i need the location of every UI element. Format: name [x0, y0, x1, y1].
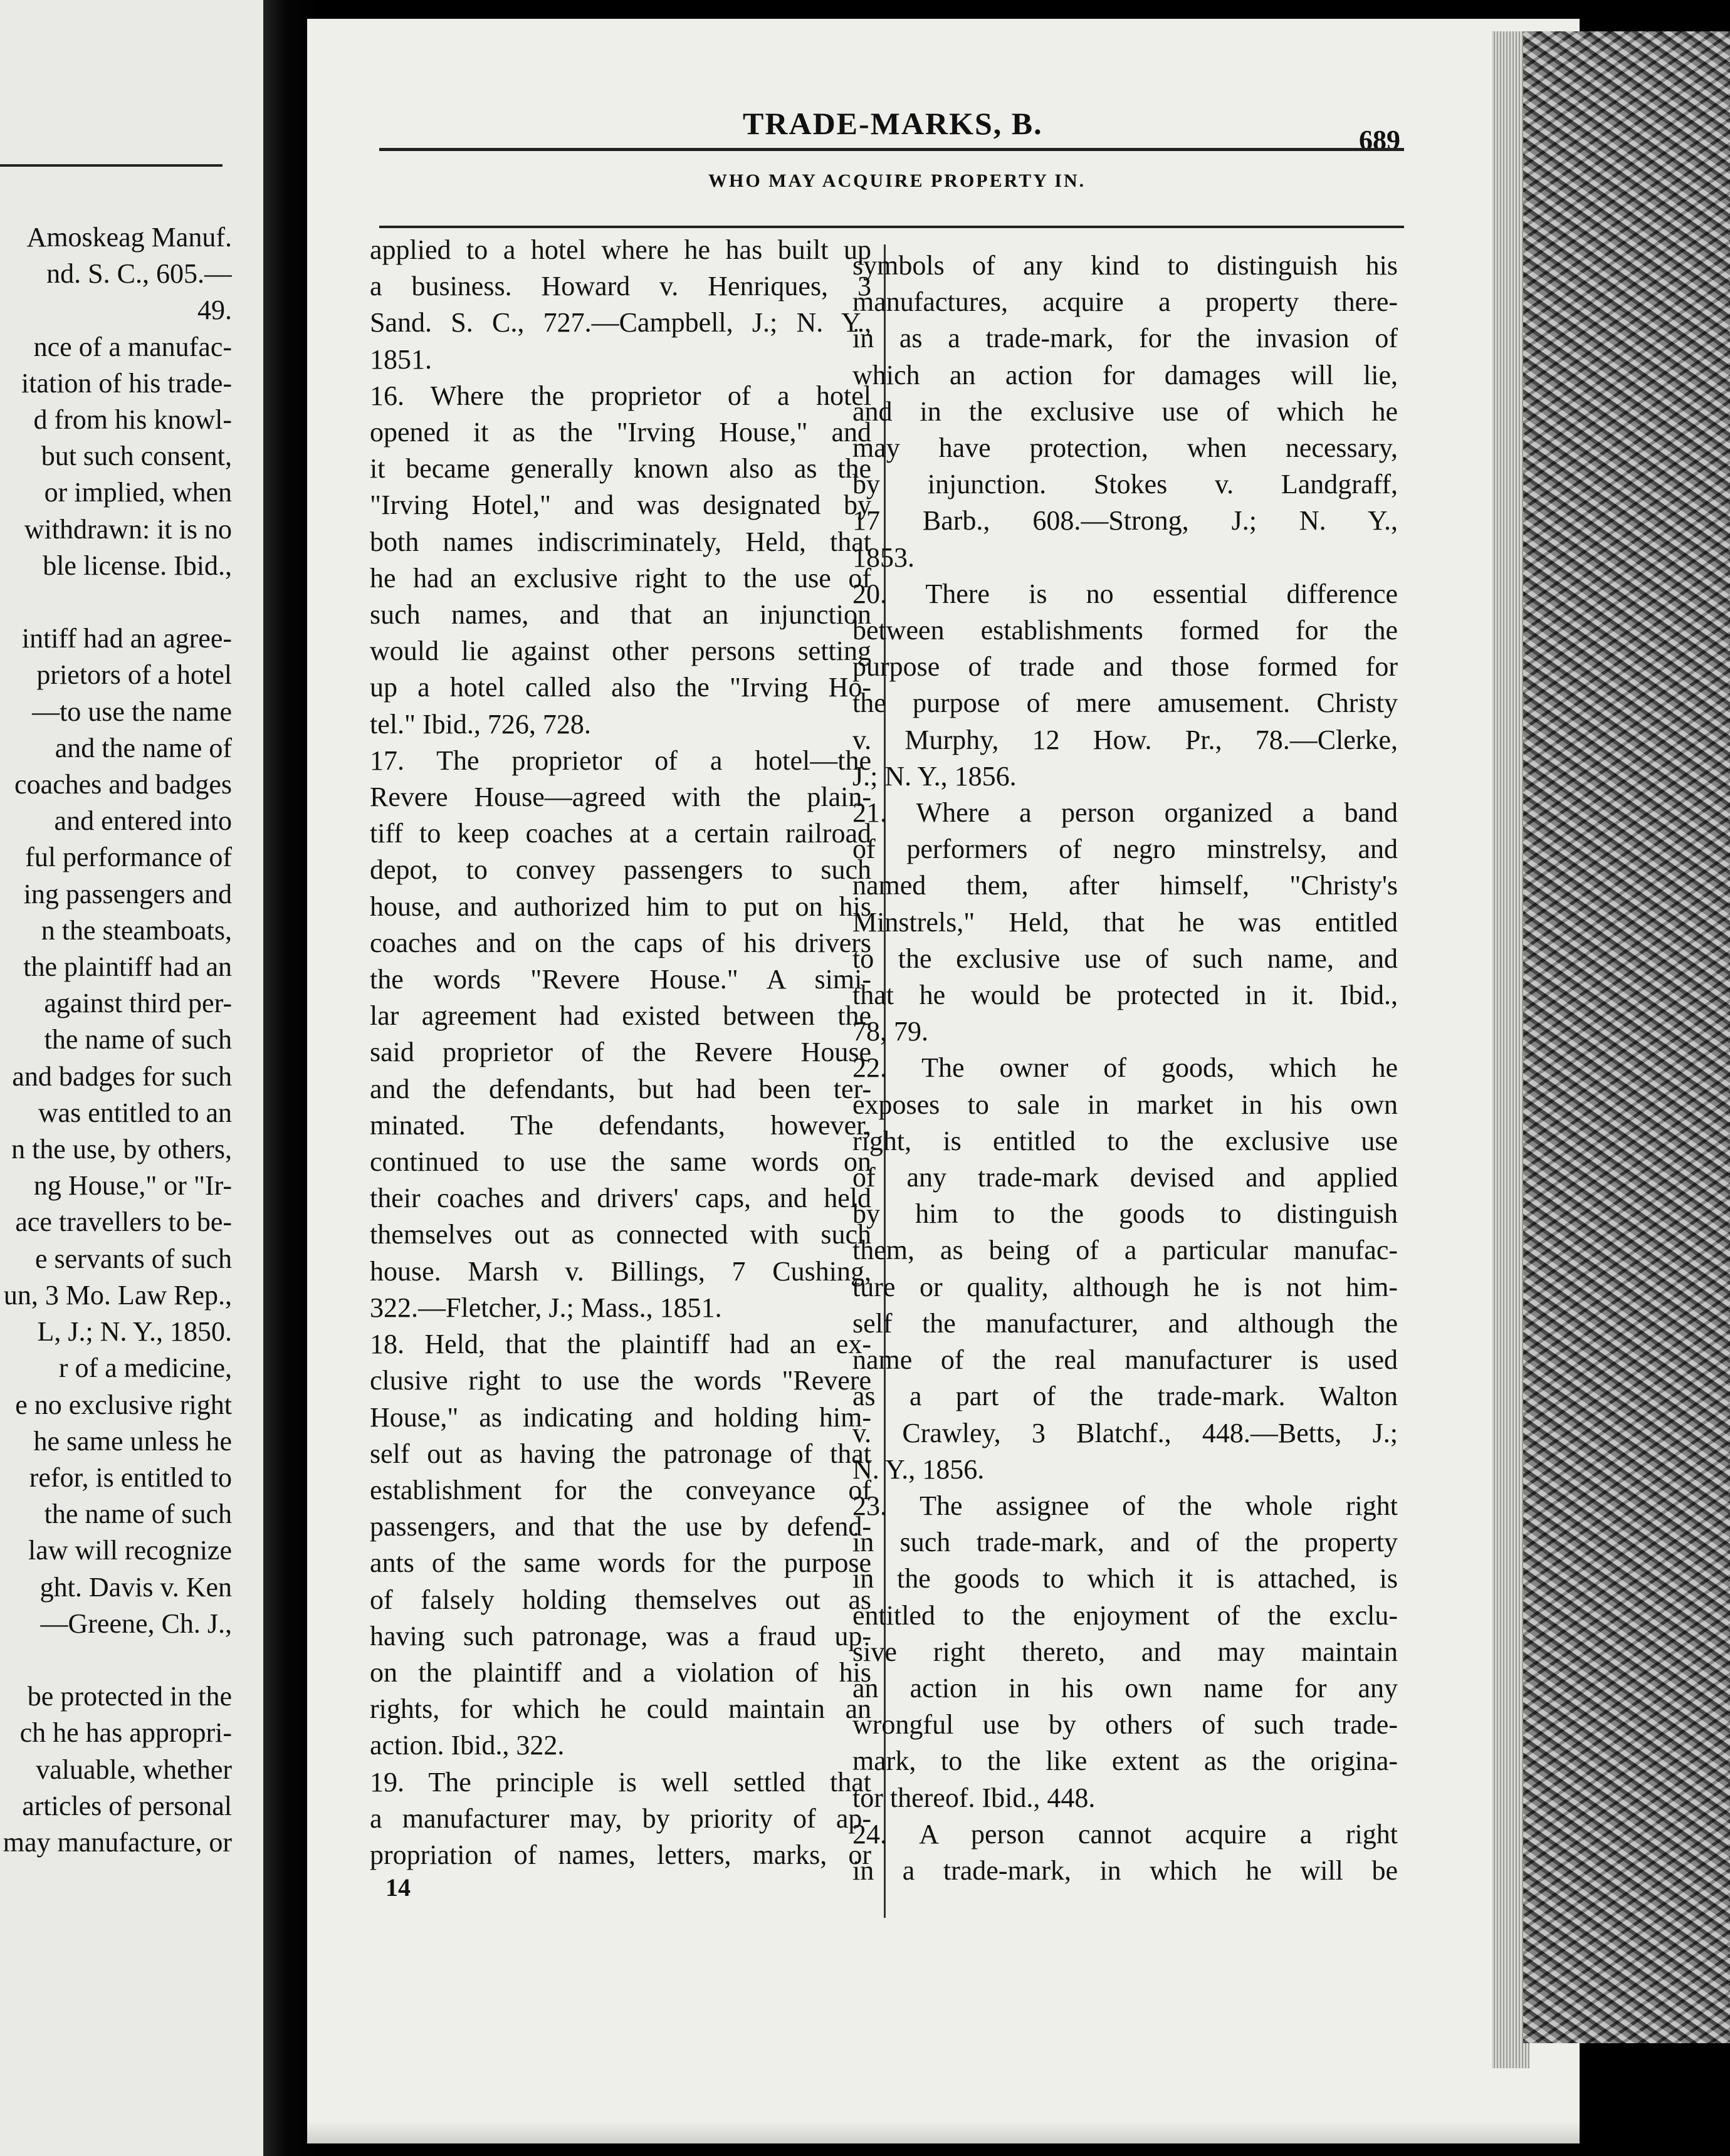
- subhead-rule: [379, 226, 1404, 228]
- text-line: mark, to the like extent as the origina-: [852, 1745, 1398, 1777]
- facing-page-line: [0, 1642, 232, 1678]
- text-line: entitled to the enjoyment of the exclu-: [852, 1599, 1398, 1631]
- text-line: clusive right to use the words "Revere: [370, 1365, 871, 1396]
- signature-mark: 14: [385, 1873, 411, 1902]
- text-line: up a hotel called also the "Irving Ho-: [370, 672, 871, 703]
- text-line: house, and authorized him to put on his: [370, 891, 871, 922]
- right-text-column: [852, 248, 1398, 1889]
- text-line: their coaches and drivers' caps, and held: [370, 1183, 871, 1214]
- facing-page-line: the name of such: [44, 1024, 232, 1055]
- text-line: 1851.: [370, 343, 432, 375]
- facing-page-line: itation of his trade-: [21, 367, 232, 399]
- text-line: of any trade-mark devised and applied: [852, 1162, 1398, 1193]
- text-line: 17. The proprietor of a hotel—the: [370, 745, 871, 776]
- text-line: Revere House—agreed with the plain-: [370, 782, 871, 813]
- text-line: he had an exclusive right to the use of: [370, 562, 871, 594]
- text-line: that he would be protected in it. Ibid.,: [852, 980, 1398, 1011]
- facing-page-line: may manufacture, or: [3, 1826, 232, 1858]
- text-line: sive right thereto, and may maintain: [852, 1636, 1398, 1667]
- text-line: action. Ibid., 322.: [370, 1730, 565, 1761]
- facing-page-line: he same unless he: [33, 1425, 232, 1457]
- facing-page-line: n the use, by others,: [11, 1134, 232, 1165]
- facing-page-line: ng House," or "Ir-: [33, 1170, 232, 1201]
- text-line: tel." Ibid., 726, 728.: [370, 708, 591, 740]
- text-line: said proprietor of the Revere House: [370, 1037, 871, 1068]
- text-line: a manufacturer may, by priority of ap-: [370, 1803, 871, 1834]
- text-line: 17 Barb., 608.—Strong, J.; N. Y.,: [852, 505, 1398, 536]
- text-line: coaches and on the caps of his drivers: [370, 927, 871, 958]
- text-line: of performers of negro minstrelsy, and: [852, 834, 1398, 865]
- text-line: 21. Where a person organized a band: [852, 797, 1398, 829]
- text-line: 23. The assignee of the whole right: [852, 1490, 1398, 1521]
- text-line: House," as indicating and holding him-: [370, 1401, 871, 1433]
- text-line: 1853.: [852, 542, 915, 573]
- text-line: symbols of any kind to distinguish his: [852, 250, 1398, 281]
- facing-page-line: un, 3 Mo. Law Rep.,: [3, 1279, 232, 1311]
- text-line: 78, 79.: [852, 1016, 928, 1047]
- facing-page-line: e servants of such: [34, 1243, 232, 1274]
- facing-page-line: ble license. Ibid.,: [43, 550, 232, 581]
- facing-page-line: nd. S. C., 605.—: [46, 258, 232, 290]
- facing-page-line: against third per-: [44, 988, 232, 1019]
- text-line: establishment for the conveyance of: [370, 1474, 871, 1505]
- text-line: by injunction. Stokes v. Landgraff,: [852, 469, 1398, 500]
- text-line: Sand. S. C., 727.—Campbell, J.; N. Y.,: [370, 307, 871, 338]
- text-line: house. Marsh v. Billings, 7 Cushing,: [370, 1255, 871, 1287]
- text-line: an action in his own name for any: [852, 1672, 1398, 1703]
- text-line: 24. A person cannot acquire a right: [852, 1818, 1398, 1850]
- text-line: 18. Held, that the plaintiff had an ex-: [370, 1329, 871, 1360]
- facing-page-line: n the steamboats,: [41, 914, 232, 946]
- text-line: J.; N. Y., 1856.: [852, 760, 1017, 792]
- text-line: to the exclusive use of such name, and: [852, 943, 1398, 974]
- facing-page-line: ing passengers and: [23, 878, 232, 909]
- text-line: themselves out as connected with such: [370, 1219, 871, 1250]
- text-line: which an action for damages will lie,: [852, 359, 1398, 390]
- text-line: manufactures, acquire a property there-: [852, 286, 1398, 318]
- text-line: ture or quality, although he is not him-: [852, 1271, 1398, 1302]
- text-line: rights, for which he could maintain an: [370, 1693, 871, 1725]
- facing-page-line: r of a medicine,: [58, 1353, 232, 1384]
- text-line: the words "Revere House." A simi-: [370, 964, 871, 995]
- text-line: 22. The owner of goods, which he: [852, 1052, 1398, 1084]
- text-line: in the goods to which it is attached, is: [852, 1563, 1398, 1594]
- text-line: such names, and that an injunction: [370, 599, 871, 631]
- text-line: depot, to convey passengers to such: [370, 854, 871, 886]
- facing-page-line: ch he has appropri-: [19, 1717, 232, 1749]
- text-line: them, as being of a particular manufac-: [852, 1235, 1398, 1266]
- facing-page-text: [0, 219, 232, 1861]
- text-line: on the plaintiff and a violation of his: [370, 1656, 871, 1688]
- text-line: exposes to sale in market in his own: [852, 1089, 1398, 1120]
- text-line: passengers, and that the use by defend-: [370, 1511, 871, 1542]
- facing-page-line: L, J.; N. Y., 1850.: [37, 1316, 232, 1348]
- facing-page-rule: [0, 164, 223, 167]
- text-line: named them, after himself, "Christy's: [852, 870, 1398, 901]
- facing-page-line: ace travellers to be-: [15, 1206, 232, 1238]
- facing-page-line: the name of such: [44, 1499, 232, 1530]
- text-line: would lie against other persons setting: [370, 636, 871, 667]
- facing-page-fragment: [0, 0, 270, 2156]
- text-line: propriation of names, letters, marks, or: [370, 1839, 871, 1870]
- page-bottom-edge: [307, 2121, 1580, 2143]
- facing-page-line: be protected in the: [27, 1681, 232, 1712]
- text-line: as a part of the trade-mark. Walton: [852, 1381, 1398, 1412]
- text-line: right, is entitled to the exclusive use: [852, 1125, 1398, 1156]
- facing-page-line: 49.: [197, 295, 232, 326]
- text-line: opened it as the "Irving House," and: [370, 417, 871, 448]
- text-line: wrongful use by others of such trade-: [852, 1709, 1398, 1740]
- text-line: in a trade-mark, in which he will be: [852, 1855, 1398, 1886]
- facing-page-line: law will recognize: [28, 1535, 232, 1566]
- facing-page-line: was entitled to an: [38, 1097, 232, 1128]
- text-line: purpose of trade and those formed for: [852, 651, 1398, 683]
- facing-page-line: —Greene, Ch. J.,: [40, 1608, 232, 1639]
- text-line: in as a trade-mark, for the invasion of: [852, 323, 1398, 354]
- text-line: having such patronage, was a fraud up-: [370, 1620, 871, 1651]
- text-line: name of the real manufacturer is used: [852, 1344, 1398, 1376]
- section-subhead: WHO MAY ACQUIRE PROPERTY IN.: [708, 170, 1086, 191]
- text-line: may have protection, when necessary,: [852, 432, 1398, 464]
- text-line: 16. Where the proprietor of a hotel: [370, 380, 871, 411]
- facing-page-line: d from his knowl-: [33, 404, 232, 436]
- facing-page-line: but such consent,: [41, 441, 232, 472]
- facing-page-line: refor, is entitled to: [29, 1462, 232, 1493]
- text-line: 19. The principle is well settled that: [370, 1766, 871, 1798]
- facing-page-line: [0, 584, 232, 620]
- text-line: lar agreement had existed between the: [370, 1000, 871, 1032]
- facing-page-line: and the name of: [55, 732, 232, 763]
- text-line: v. Crawley, 3 Blatchf., 448.—Betts, J.;: [852, 1417, 1398, 1448]
- facing-page-line: the plaintiff had an: [23, 951, 232, 983]
- text-line: tor thereof. Ibid., 448.: [852, 1782, 1096, 1813]
- running-head: TRADE-MARKS, B.: [743, 106, 1043, 141]
- text-line: by him to the goods to distinguish: [852, 1198, 1398, 1230]
- facing-page-line: or implied, when: [44, 477, 232, 508]
- facing-page-line: coaches and badges: [14, 769, 232, 800]
- text-line: and in the exclusive use of which he: [852, 395, 1398, 427]
- text-line: tiff to keep coaches at a certain railroad: [370, 818, 871, 849]
- page-number: 689: [1359, 125, 1400, 155]
- facing-page-line: prietors of a hotel: [36, 659, 232, 691]
- facing-page-line: e no exclusive right: [15, 1389, 232, 1420]
- facing-page-line: ght. Davis v. Ken: [39, 1571, 232, 1603]
- text-line: 20. There is no essential difference: [852, 578, 1398, 609]
- left-text-column: [370, 232, 871, 1873]
- text-line: N. Y., 1856.: [852, 1453, 985, 1485]
- text-line: and the defendants, but had been ter-: [370, 1073, 871, 1104]
- facing-page-line: and entered into: [54, 805, 232, 837]
- text-line: self the manufacturer, and although the: [852, 1307, 1398, 1339]
- text-line: applied to a hotel where he has built up: [370, 234, 871, 265]
- text-line: between establishments formed for the: [852, 615, 1398, 646]
- facing-page-line: valuable, whether: [36, 1754, 232, 1785]
- facing-page-line: —to use the name: [32, 696, 232, 727]
- header-rule: [379, 148, 1404, 151]
- facing-page-line: nce of a manufac-: [33, 331, 232, 362]
- text-line: both names indiscriminately, Held, that: [370, 526, 871, 557]
- facing-page-line: articles of personal: [22, 1790, 232, 1821]
- text-line: the purpose of mere amusement. Christy: [852, 688, 1398, 719]
- text-line: it became generally known also as the: [370, 453, 871, 484]
- text-line: minated. The defendants, however,: [370, 1109, 871, 1141]
- facing-page-line: intiff had an agree-: [21, 623, 232, 654]
- marbled-endpaper: [1523, 31, 1730, 2043]
- text-line: "Irving Hotel," and was designated by: [370, 489, 871, 521]
- text-line: self out as having the patronage of that: [370, 1438, 871, 1469]
- text-line: v. Murphy, 12 How. Pr., 78.—Clerke,: [852, 724, 1398, 755]
- text-line: 322.—Fletcher, J.; Mass., 1851.: [370, 1292, 722, 1323]
- facing-page-line: ful performance of: [25, 842, 232, 873]
- text-line: Minstrels," Held, that he was entitled: [852, 906, 1398, 938]
- facing-page-line: withdrawn: it is no: [24, 513, 232, 545]
- text-line: a business. Howard v. Henriques, 3: [370, 271, 871, 302]
- facing-page-line: and badges for such: [12, 1060, 232, 1092]
- facing-page-line: Amoskeag Manuf.: [26, 222, 232, 253]
- text-line: of falsely holding themselves out as: [370, 1584, 871, 1615]
- text-line: in such trade-mark, and of the property: [852, 1527, 1398, 1558]
- text-line: ants of the same words for the purpose: [370, 1547, 871, 1579]
- text-line: continued to use the same words on: [370, 1146, 871, 1178]
